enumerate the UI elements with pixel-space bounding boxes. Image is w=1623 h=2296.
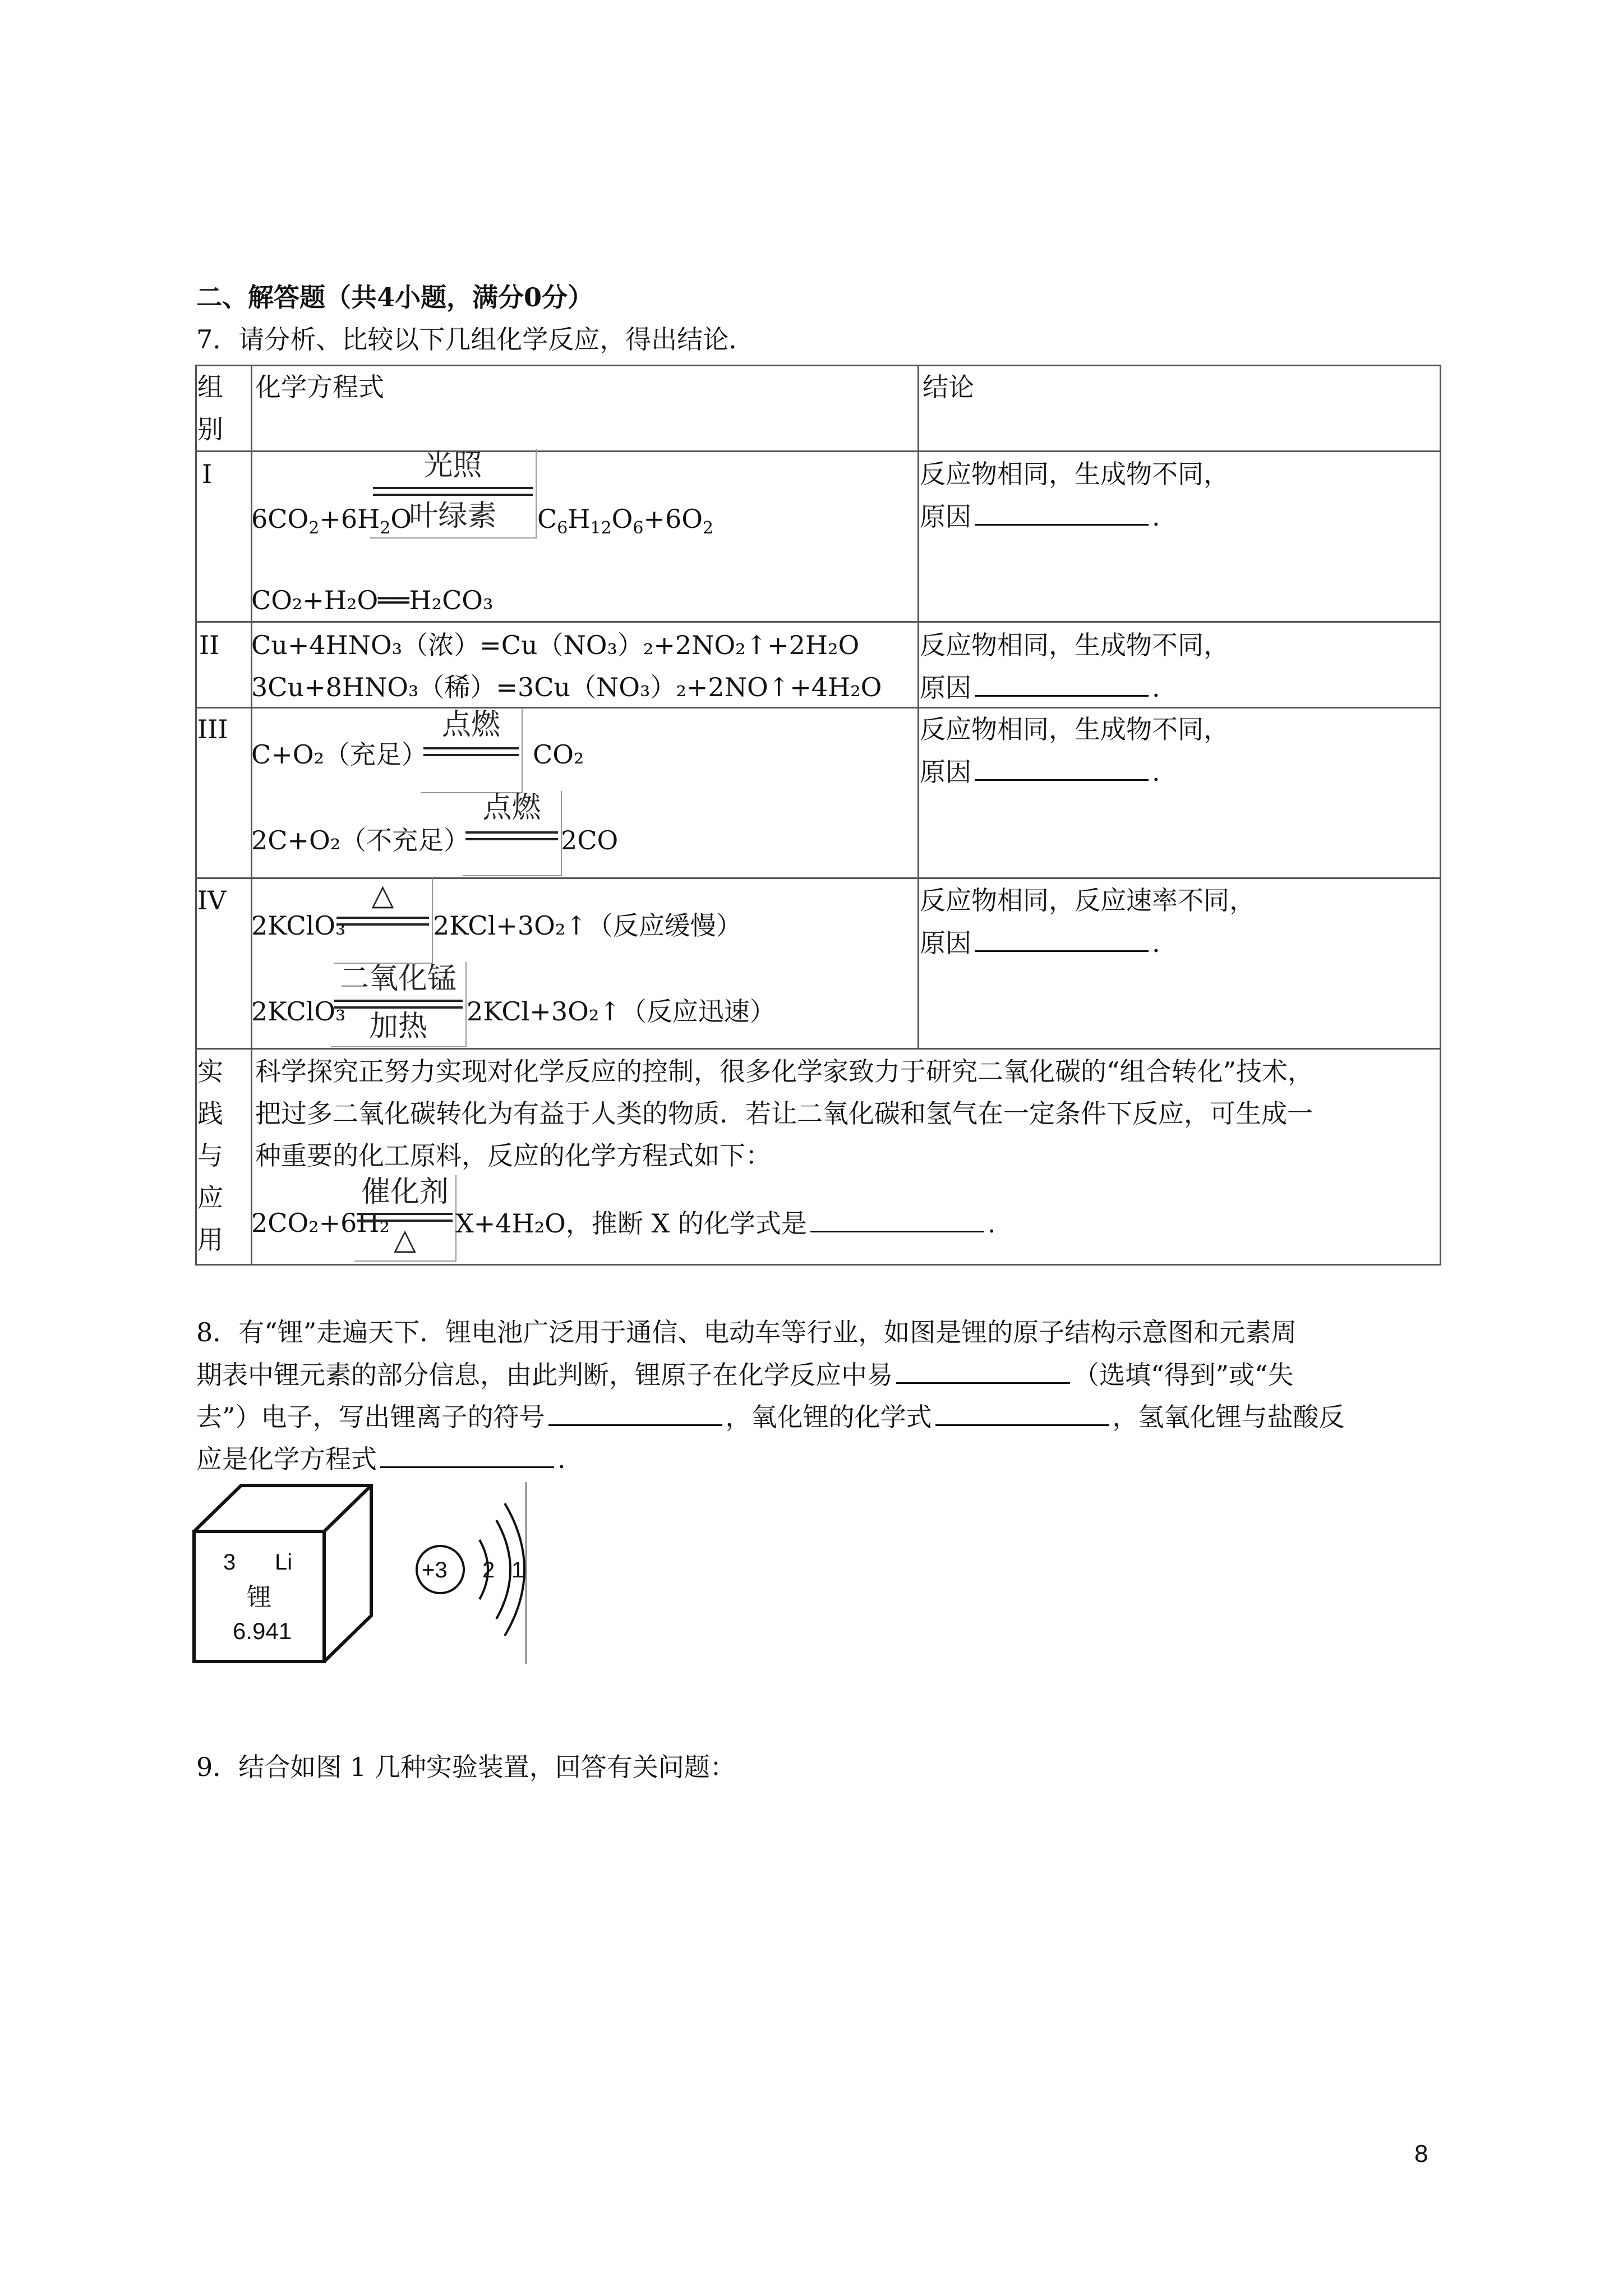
row2-conclusion-1: 反应物相同，生成物不同， bbox=[920, 630, 1229, 660]
question-8-line-4: 应是化学方程式 . bbox=[196, 1442, 566, 1476]
q8-blank-1[interactable] bbox=[896, 1358, 1070, 1384]
row4-eq1-left: 2KClO₃ bbox=[251, 910, 346, 941]
row2-group: II bbox=[199, 630, 220, 660]
row3-eq2-right: 2CO bbox=[561, 825, 619, 855]
row1-conclusion-1: 反应物相同，生成物不同， bbox=[920, 459, 1229, 489]
q8-blank-2[interactable] bbox=[548, 1400, 722, 1426]
question-9-stem: 9．结合如图 1 几种实验装置，回答有关问题： bbox=[196, 1752, 736, 1782]
shell-2-electrons: 1 bbox=[511, 1558, 524, 1582]
row3-eq1-right: CO₂ bbox=[533, 739, 584, 770]
q8-blank-4[interactable] bbox=[380, 1442, 554, 1468]
header-conclusion: 结论 bbox=[923, 372, 974, 402]
row5-group-4: 应 bbox=[197, 1182, 223, 1213]
element-name: 锂 bbox=[247, 1583, 271, 1612]
q8-blank-3[interactable] bbox=[935, 1400, 1109, 1426]
row5-group-1: 实 bbox=[197, 1056, 223, 1087]
header-equation: 化学方程式 bbox=[255, 372, 384, 402]
element-symbol: Li bbox=[275, 1550, 293, 1575]
row3-conclusion-2: 原因 . bbox=[920, 754, 1160, 789]
row4-group: IV bbox=[197, 885, 227, 915]
question-8-line-3: 去”）电子，写出锂离子的符号 ，氧化锂的化学式 ，氢氧化锂与盐酸反 bbox=[196, 1400, 1345, 1434]
row1-cond-bottom: 叶绿素 bbox=[409, 499, 497, 533]
row2-eq2: 3Cu+8HNO₃（稀）=3Cu（NO₃）₂+2NO↑+4H₂O bbox=[251, 672, 882, 702]
row5-eq-right: X+4H₂O，推断 X 的化学式是 . bbox=[455, 1206, 995, 1240]
row5-group-3: 与 bbox=[197, 1140, 223, 1171]
row1-group: I bbox=[202, 459, 213, 489]
row4-answer-blank[interactable] bbox=[975, 926, 1149, 952]
element-number: 3 bbox=[223, 1550, 236, 1575]
row2-eq1: Cu+4HNO₃（浓）=Cu（NO₃）₂+2NO₂↑+2H₂O bbox=[251, 630, 860, 660]
question-8-line-1: 8．有“锂”走遍天下．锂电池广泛用于通信、电动车等行业，如图是锂的原子结构示意图和元素周 bbox=[196, 1317, 1297, 1347]
row5-cond-top: 催化剂 bbox=[361, 1175, 449, 1209]
row4-cond1: △ bbox=[371, 878, 394, 912]
row3-eq2-left: 2C+O₂（不充足） bbox=[251, 825, 470, 855]
row5-line-1: 科学探究正努力实现对化学反应的控制，很多化学家致力于研究二氧化碳的“组合转化”技术， bbox=[255, 1056, 1314, 1087]
question-8-line-2: 期表中锂元素的部分信息，由此判断，锂原子在化学反应中易 （选填“得到”或“失 bbox=[196, 1358, 1294, 1392]
row3-group: III bbox=[197, 714, 228, 744]
row4-eq2-left: 2KClO₃ bbox=[251, 996, 346, 1027]
lithium-figure bbox=[191, 1481, 527, 1666]
row1-conclusion-2: 原因 . bbox=[920, 499, 1160, 533]
section-title: 二、解答题（共4小题，满分0分） bbox=[196, 282, 594, 312]
row3-answer-blank[interactable] bbox=[975, 754, 1149, 781]
row3-equals-sign-1 bbox=[423, 747, 519, 756]
row1-equals-sign bbox=[373, 487, 533, 496]
row5-line-3: 种重要的化工原料，反应的化学方程式如下： bbox=[255, 1140, 771, 1171]
row5-equals-sign bbox=[357, 1213, 453, 1222]
row4-cond2-top: 二氧化锰 bbox=[339, 962, 457, 996]
row4-equals-sign-2 bbox=[334, 1000, 463, 1009]
row5-cond-bottom: △ bbox=[394, 1223, 416, 1257]
row3-eq1-left: C+O₂（充足） bbox=[251, 739, 427, 770]
row1-eq2: CO₂+H₂O══H₂CO₃ bbox=[251, 585, 494, 615]
question-7-stem: 7．请分析、比较以下几组化学反应，得出结论． bbox=[196, 324, 755, 355]
header-group-1: 组 bbox=[197, 372, 223, 402]
row2-answer-blank[interactable] bbox=[975, 670, 1149, 697]
row4-eq2-right: 2KCl+3O₂↑（反应迅速） bbox=[467, 996, 776, 1027]
row3-cond2: 点燃 bbox=[482, 791, 541, 825]
row1-answer-blank[interactable] bbox=[975, 499, 1149, 526]
row5-group-2: 践 bbox=[197, 1098, 223, 1129]
row4-conclusion-1: 反应物相同，反应速率不同， bbox=[920, 885, 1255, 915]
nucleus-charge: +3 bbox=[422, 1558, 448, 1582]
row2-conclusion-2: 原因 . bbox=[920, 670, 1160, 705]
row5-answer-blank[interactable] bbox=[810, 1206, 984, 1232]
row3-conclusion-1: 反应物相同，生成物不同， bbox=[920, 714, 1229, 744]
page-number: 8 bbox=[1414, 2140, 1428, 2168]
element-mass: 6.941 bbox=[233, 1618, 292, 1644]
row1-eq1-left: $6CO_2+6H_2O$ bbox=[251, 504, 412, 538]
row4-conclusion-2: 原因 . bbox=[920, 926, 1160, 960]
row3-cond1: 点燃 bbox=[441, 708, 500, 742]
row1-cond-top: 光照 bbox=[423, 449, 482, 482]
row1-eq1-right: $C_6H_{12}O_6+6O_2$ bbox=[537, 504, 714, 538]
row5-group-5: 用 bbox=[197, 1225, 223, 1255]
row4-equals-sign-1 bbox=[336, 917, 429, 926]
row5-eq-left: 2CO₂+6H₂ bbox=[251, 1208, 390, 1238]
shell-1-electrons: 2 bbox=[482, 1558, 495, 1582]
row4-cond2-bottom: 加热 bbox=[368, 1010, 427, 1043]
row4-eq1-right: 2KCl+3O₂↑（反应缓慢） bbox=[433, 910, 742, 941]
row5-line-2: 把过多二氧化碳转化为有益于人类的物质．若让二氧化碳和氢气在一定条件下反应，可生成一 bbox=[255, 1098, 1313, 1129]
row3-equals-sign-2 bbox=[465, 831, 558, 840]
header-group-2: 别 bbox=[197, 414, 223, 444]
